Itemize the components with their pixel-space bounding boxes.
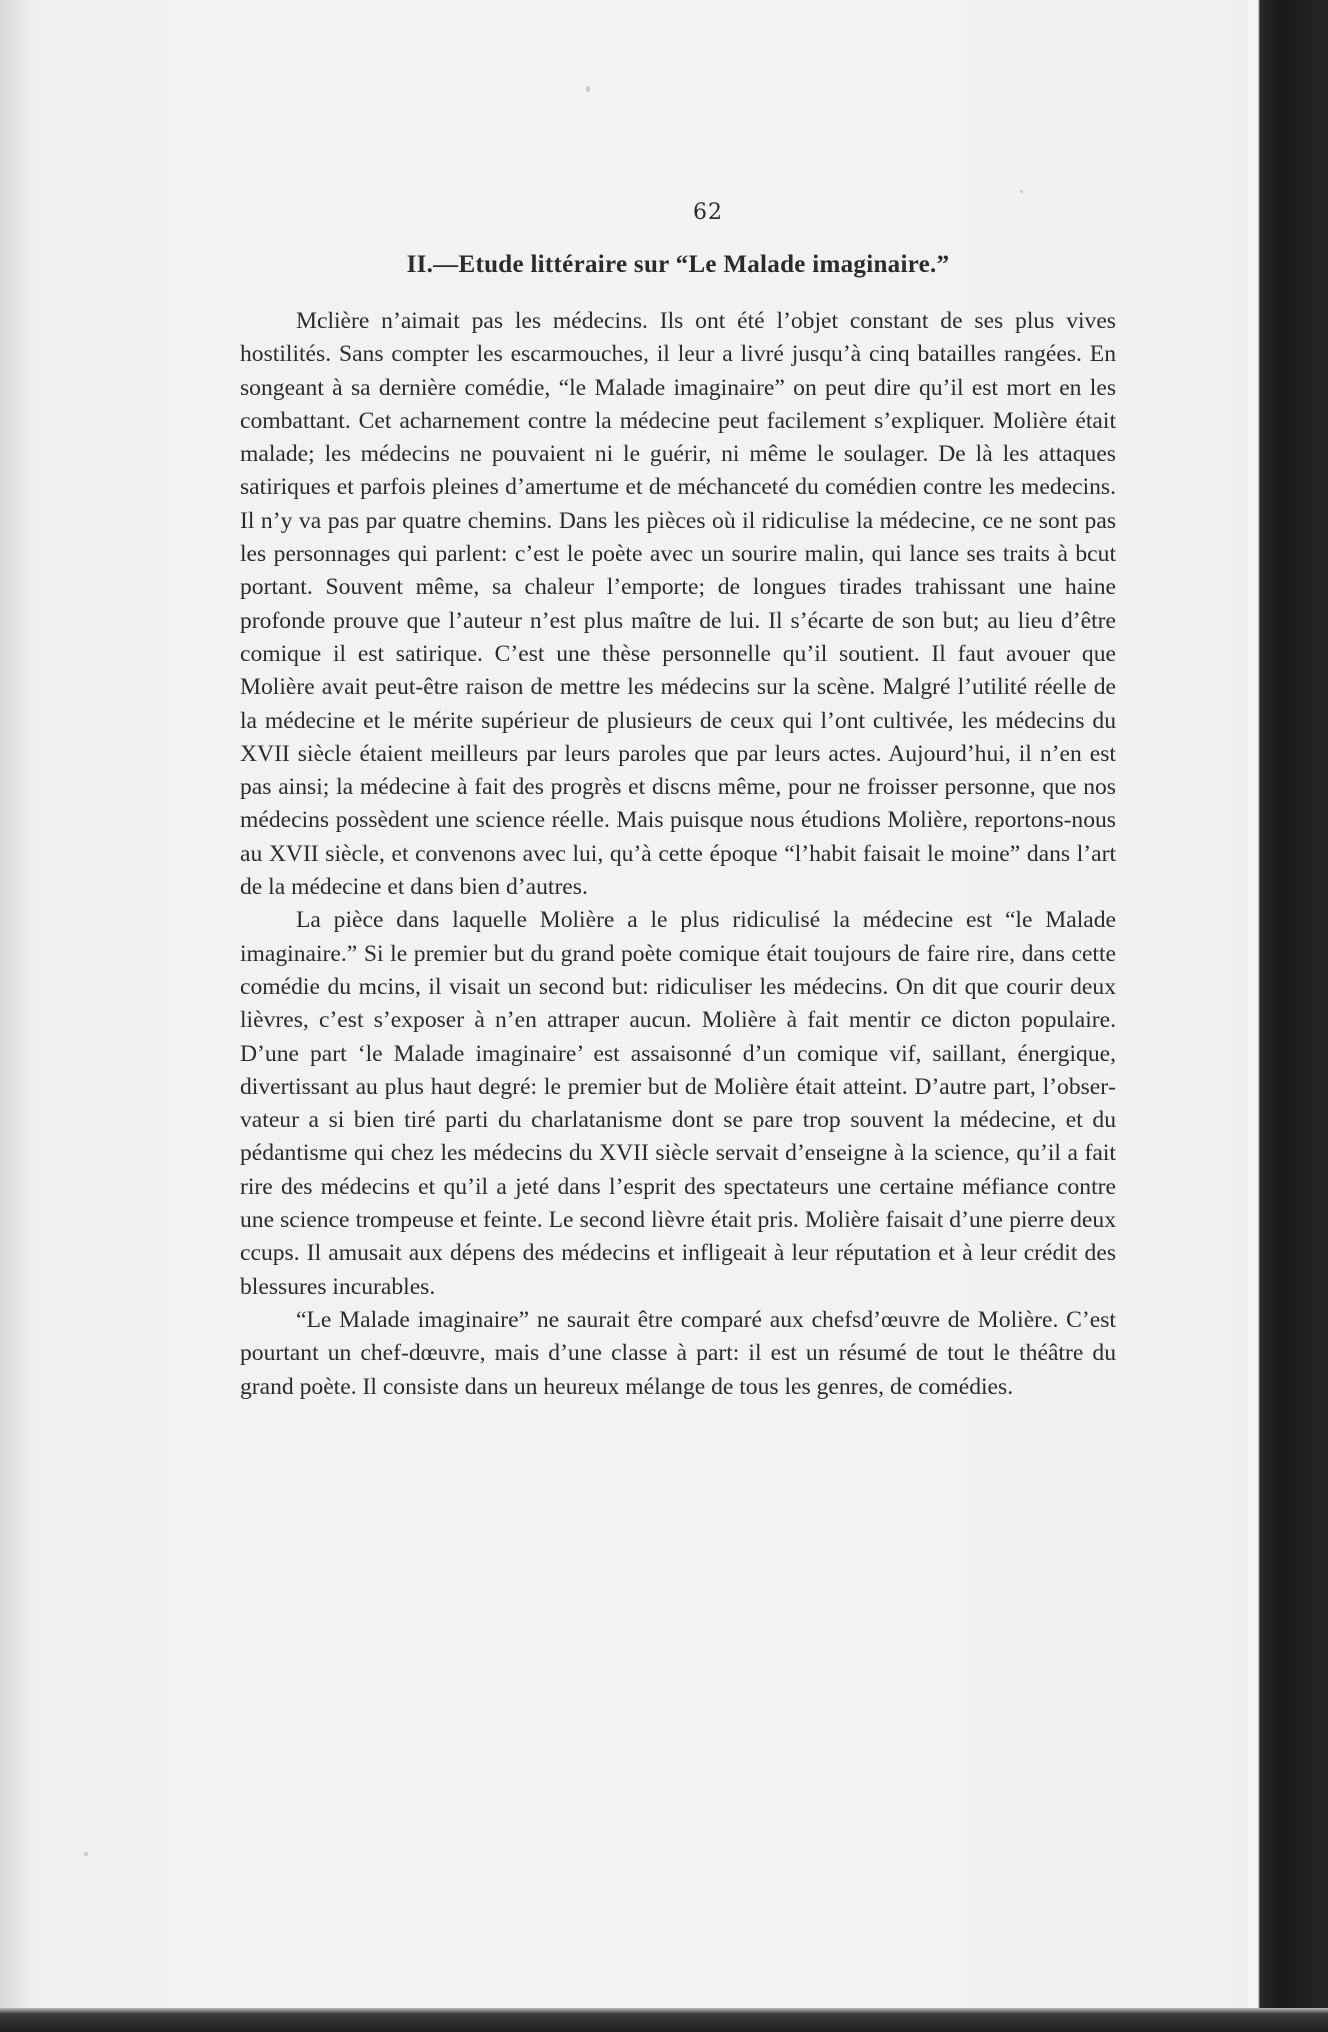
- scan-border-right: [1248, 0, 1328, 2032]
- dust-speck: [586, 86, 590, 92]
- book-page: [240, 200, 1116, 1404]
- dust-speck: [84, 1852, 88, 1856]
- page-number: 62: [693, 200, 723, 225]
- paragraph: La pièce dans laquelle Molière a le plus ridiculisé la médecine est “le Malade imaginaire.” Si le premier but du grand poète comique était toujours de faire rire, dans cette comédie du mcins, il visait un second but: ridiculiser les médecins. On dit que courir deux lièvres, c’est s’exposer à n’en attraper aucun. Molière à fait mentir ce dicton populaire. D’une part ‘le Malade imaginaire’ est assaisonné d’un comique vif, saillant, énergique, divertissant au plus haut degré: le premier but de Molière était atteint. D’autre part, l’observateur a si bien tiré parti du charlatanisme dont se pare trop souvent la médecine, et du pédantisme qui chez les médecins du XVII siècle servait d’enseigne à la science, qu’il a fait rire des médecins et qu’il a jeté dans l’esprit des spectateurs une certaine méfiance contre une science trompeuse et feinte. Le second lièvre était pris. Molière faisait d’une pierre deux ccups. Il amusait aux dépens des médecins et infligeait à leur réputation et à leur crédit des blessures incurables.: [240, 907, 1116, 1300]
- scan-border-bottom: [0, 2008, 1328, 2032]
- dust-speck: [1020, 190, 1023, 193]
- chapter-title: II.—Etude littéraire sur “Le Malade imaginaire.”: [406, 251, 950, 278]
- paragraph: “Le Malade imaginaire” ne saurait être comparé aux chefsd’œuvre de Molière. C’est pourtant un chef-dœuvre, mais d’une classe à part: il est un résumé de tout le théâtre du grand poète. Il consiste dans un heureux mélange de tous les genres, de comédies.: [240, 1306, 1116, 1400]
- paragraph: Mclière n’aimait pas les médecins. Ils ont été l’objet constant de ses plus vives hostilités. Sans compter les escarmouches, il leur a livré jusqu’à cinq batailles rangées. En songeant à sa dernière comédie, “le Malade imaginaire” on peut dire qu’il est mort en les combattant. Cet acharnement contre la médecine peut facilement s’expliquer. Molière était malade; les médecins ne pouvaient ni le guérir, ni même le soulager. De là les attaques satiriques et parfois pleines d’amertume et de méchanceté du comédien contre les medecins. Il n’y va pas par quatre chemins. Dans les pièces où il ridiculise la médecine, ce ne sont pas les personnages qui parlent: c’est le poète avec un sourire malin, qui lance ses traits à bcut portant. Souvent même, sa chaleur l’emporte; de longues tirades trahissant une haine profonde prouve que l’auteur n’est plus maître de lui. Il s’écarte de son but; au lieu d’être comique il est satirique. C’est une thèse personnelle qu’il soutient. Il faut avouer que Molière avait peut-être raison de mettre les médecins sur la scène. Malgré l’utilité réelle de la médecine et le mérite supérieur de plusieurs de ceux qui l’ont cultivée, les médecins du XVII siècle étaient meilleurs par leurs paroles que par leurs actes. Aujourd’hui, il n’en est pas ainsi; la médecine à fait des progrès et discns même, pour ne froisser personne, que nos médecins possèdent une science réelle. Mais puisque nous étudions Molière, reportons-nous au XVII siècle, et convenons avec lui, qu’à cette époque “l’habit faisait le moine” dans l’art de la médecine et dans bien d’autres.: [240, 308, 1116, 901]
- page-gutter-shadow: [0, 0, 28, 2008]
